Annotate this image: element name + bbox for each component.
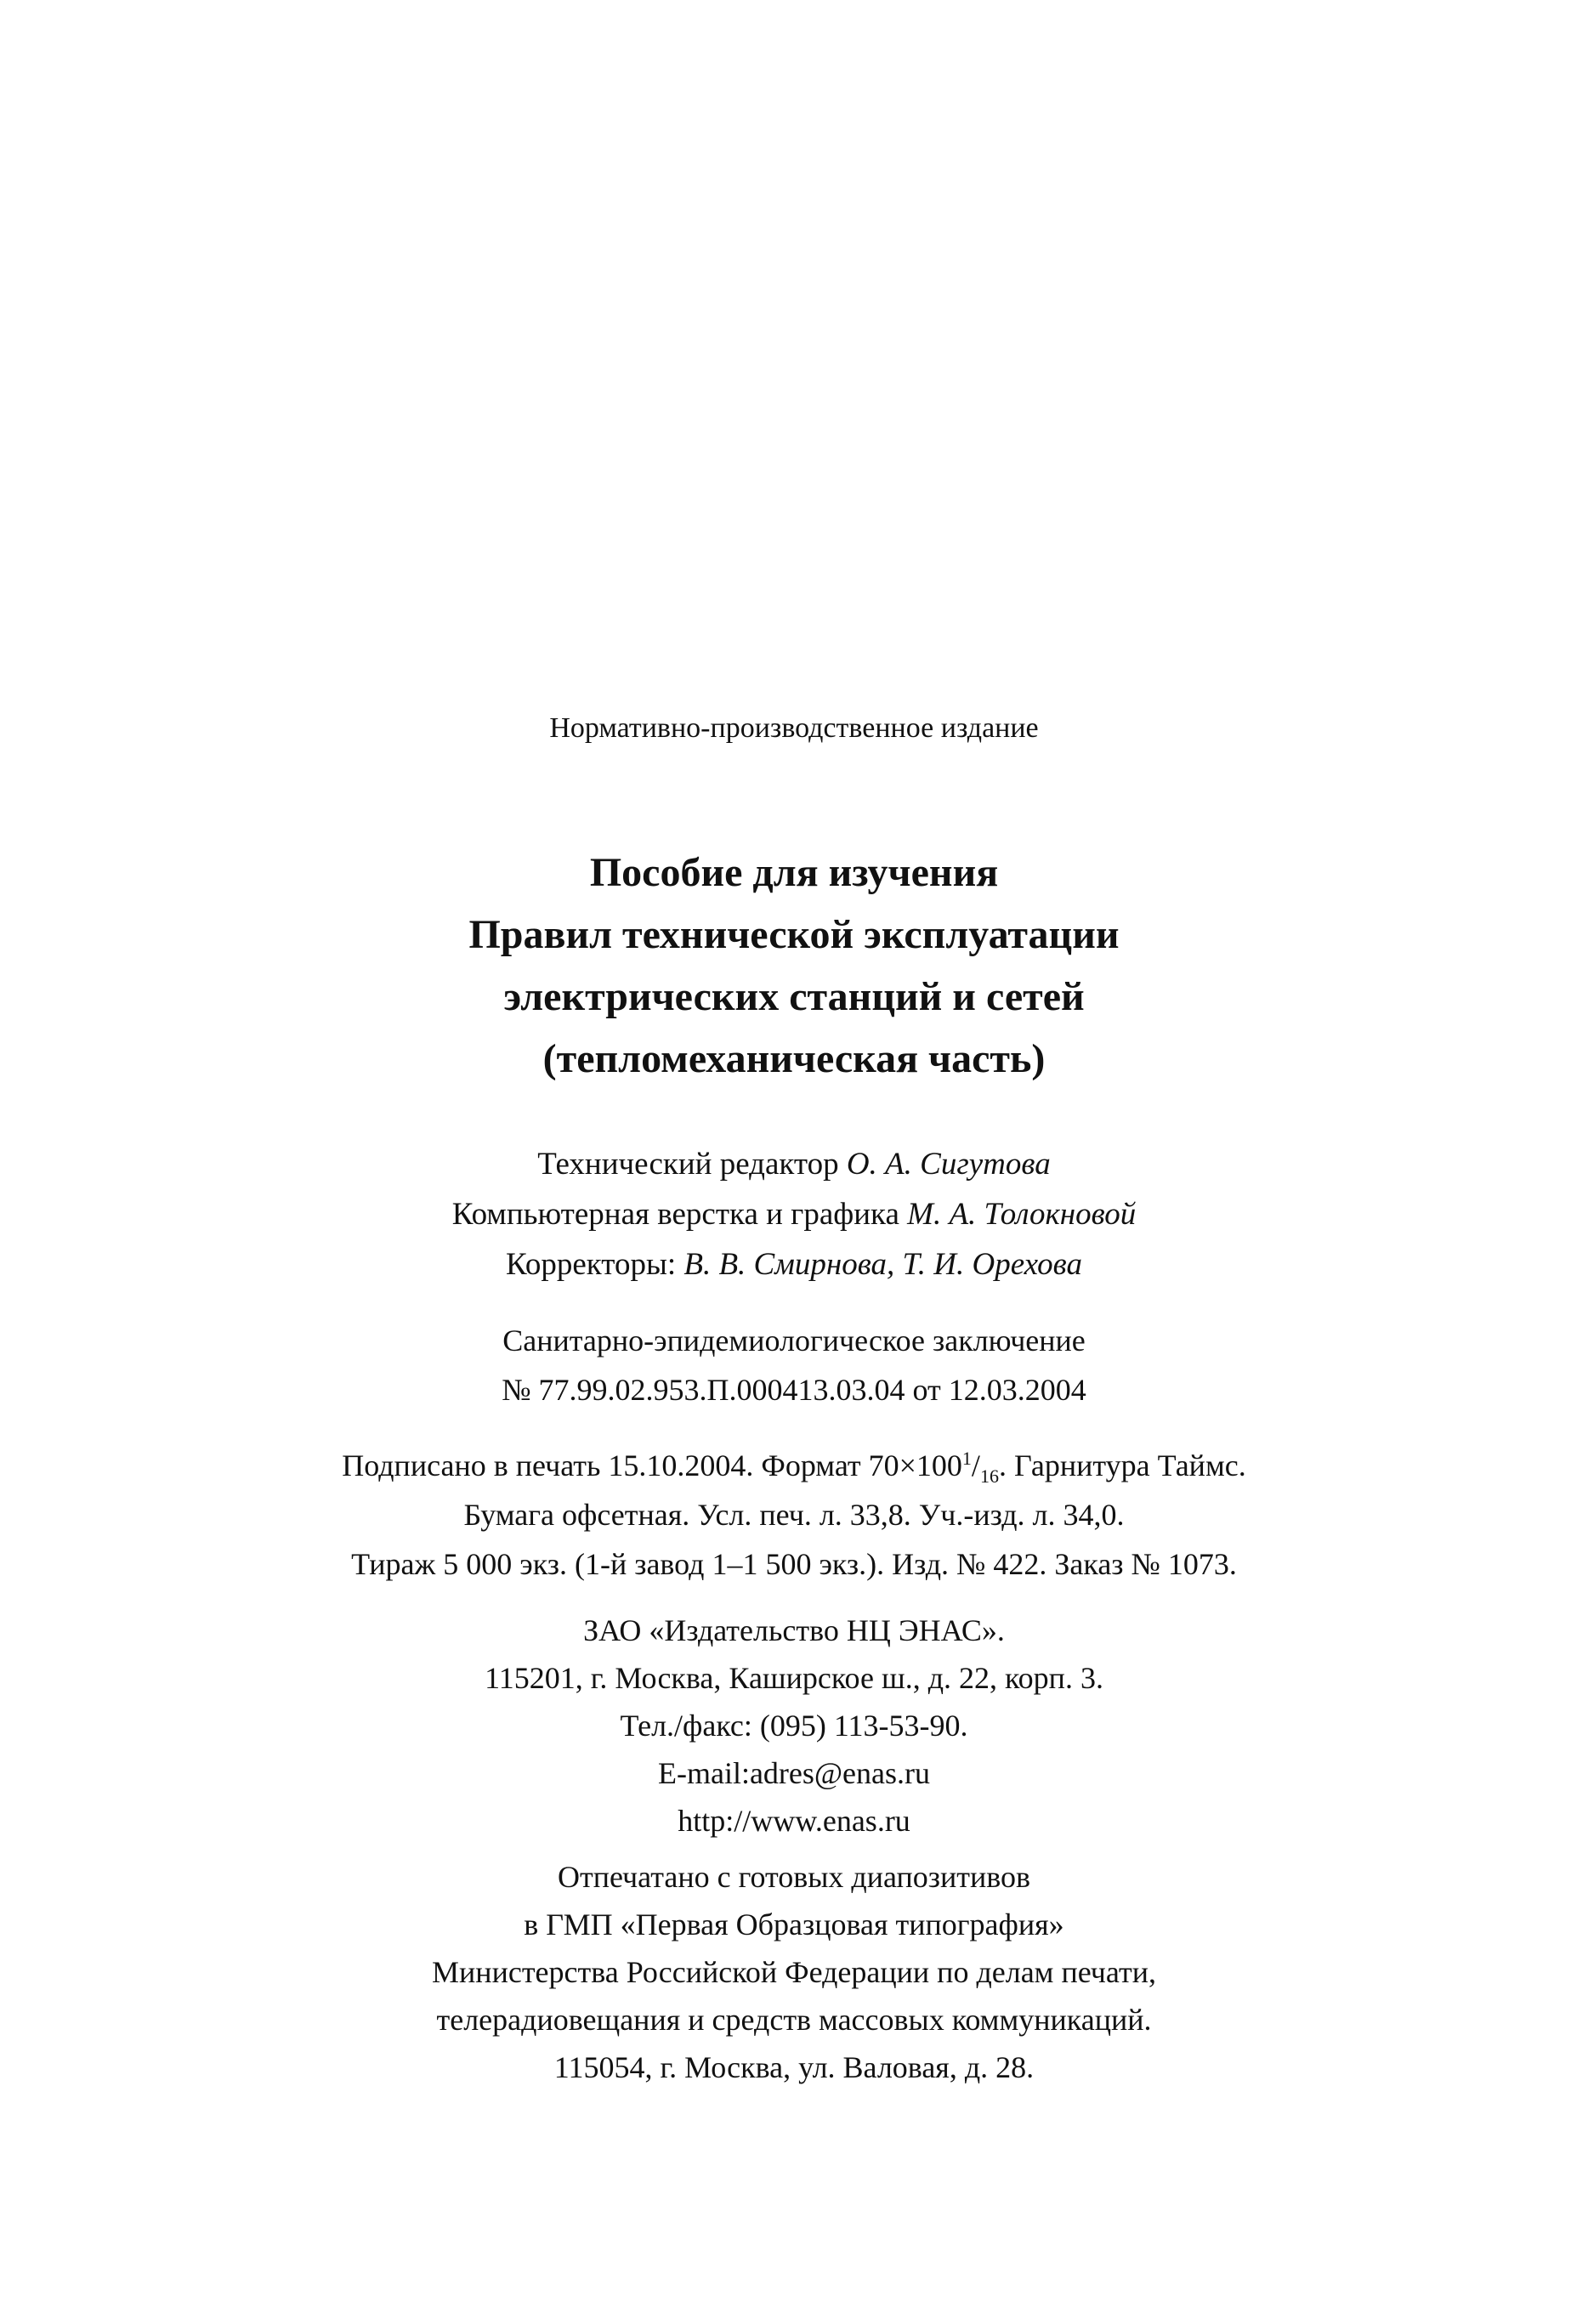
sanitary-line-1: Санитарно-эпидемиологическое заключение [502,1324,1086,1358]
print-signed-format: Подписано в печать 15.10.2004. Формат 70×100 [342,1448,962,1482]
layout-label: Компьютерная верстка и графика [451,1197,908,1232]
title-line-2: Правил технической эксплуатации [468,912,1120,957]
printer-line-2: в ГМП «Первая Образцовая типография» [524,1907,1064,1941]
layout-name: М. А. Толокновой [907,1197,1137,1232]
layout-credit [0,1189,1588,1239]
publication-kind [0,707,1588,750]
sanitary-certificate [0,1316,1588,1414]
book-title [0,842,1588,1090]
title-line-4: (тепломеханическая часть) [542,1036,1046,1081]
format-fraction-denominator: 16 [979,1465,999,1488]
print-info-line-3: Тираж 5 000 экз. (1-й завод 1–1 500 экз.). Изд. № 422. Заказ № 1073. [351,1547,1237,1581]
printer-line-1: Отпечатано с готовых диапозитивов [557,1860,1031,1894]
publisher-info [0,1607,1588,1845]
publisher-address: 115201, г. Москва, Каширское ш., д. 22, корп. 3. [485,1661,1103,1695]
printer-line-5: 115054, г. Москва, ул. Валовая, д. 28. [553,2050,1035,2084]
print-info [0,1441,1588,1589]
print-typeface: . Гарнитура Таймс. [998,1448,1246,1482]
printer-info [0,1853,1588,2091]
proofreaders-label: Корректоры: [506,1247,684,1282]
tech-editor-label: Технический редактор [537,1147,847,1182]
proofreaders-names: В. В. Смирнова, Т. И. Орехова [683,1247,1082,1282]
credits [0,1139,1588,1290]
publication-kind-text: Нормативно-производственное издание [549,712,1039,744]
printer-line-3: Министерства Российской Федерации по делам печати, [432,1955,1156,1989]
publisher-website: http://www.enas.ru [678,1804,910,1838]
print-info-line-1 [0,1441,1588,1490]
proofreaders-credit [0,1239,1588,1290]
title-line-3: электрических станций и сетей [503,974,1085,1019]
print-info-line-2: Бумага офсетная. Усл. печ. л. 33,8. Уч.-изд. л. 34,0. [463,1498,1125,1532]
publisher-name: ЗАО «Издательство НЦ ЭНАС». [583,1613,1005,1647]
format-fraction-slash: / [971,1448,980,1482]
sanitary-line-2: № 77.99.02.953.П.000413.03.04 от 12.03.2004 [502,1373,1086,1407]
tech-editor-credit [0,1139,1588,1189]
title-line-1: Пособие для изучения [589,850,999,895]
format-fraction-numerator: 1 [961,1448,972,1469]
publisher-phone: Тел./факс: (095) 113-53-90. [620,1709,968,1743]
tech-editor-name: О. А. Сигутова [846,1147,1051,1182]
publisher-email: E-mail:adres@enas.ru [657,1756,931,1790]
printer-line-4: телерадиовещания и средств массовых коммуникаций. [436,2003,1152,2037]
